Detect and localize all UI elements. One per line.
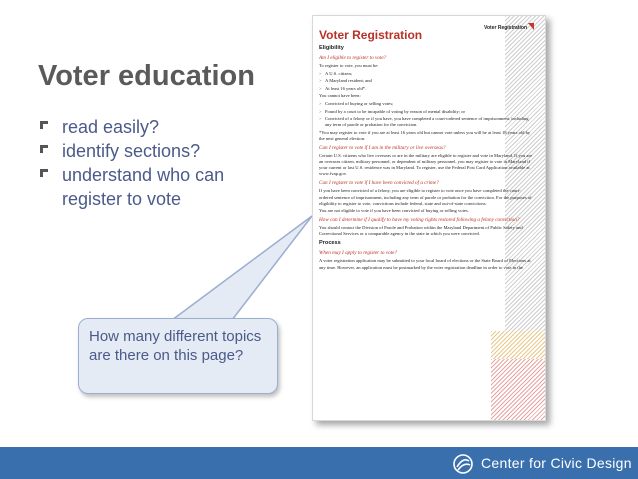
- document-heading: Process: [319, 240, 341, 247]
- document-list-item: > At least 16 years old*.: [319, 86, 534, 92]
- document-question: Am I eligible to register to vote?: [319, 55, 387, 61]
- document-list-item: > A Maryland resident; and: [319, 78, 534, 84]
- civic-design-logo-icon: [452, 453, 474, 475]
- footer-bar: [0, 447, 638, 479]
- document-paragraph: You are not eligible to vote if you have been convicted of buying or selling votes.: [319, 208, 469, 214]
- bullet-text: understand who can register to vote: [62, 165, 225, 209]
- document-heading: Eligibility: [319, 45, 344, 51]
- document-paragraph: To register to vote, you must be:: [319, 63, 379, 68]
- document-paragraph: Certain U.S. citizens who live overseas or are in the military are eligible to register and vote in Maryland. If you are an overseas citizen, military personnel, or dependent of military personnel, you may register to vote in Maryland if your current or last U.S. residence was in Maryland. To register, use the Federal Post Card Application available at www.fvap.gov.: [319, 153, 533, 177]
- document-paragraph: You should contact the Division of Parole and Probation within the Maryland Department of Public Safety and Correctional Services or a comparable agency in the state in which you were convicted.: [319, 225, 523, 237]
- document-paragraph: *You may register to vote if you are at least 16 years old but cannot vote unless you will be at least 18 years old by the next general election.: [319, 129, 531, 141]
- bullet-list: [40, 115, 280, 211]
- bullet-item: [40, 163, 280, 211]
- document-question: Can I register to vote if I am in the military or live overseas?: [319, 145, 446, 152]
- document-paragraph: If you have been convicted of a felony, you are eligible to register to vote once you have completed the court-ordered sentence of imprisonment, including any term of parole or probation for the conviction. For the purposes of eligibility to register to vote, convictions include federal, state and out-of-state convictions.: [319, 188, 532, 206]
- document-paragraph: You cannot have been:: [319, 93, 361, 99]
- document-question: Can I register to vote if I have been convicted of a crime?: [319, 180, 439, 187]
- footer-brand: Center for Civic Design: [481, 455, 632, 471]
- square-bullet-icon: [40, 145, 49, 154]
- bullet-text: identify sections?: [62, 141, 201, 161]
- square-bullet-icon: [40, 121, 49, 130]
- document-paragraph: A voter registration application may be submitted to your local board of elections or the State Board of Elections at any time. However, an application must be postmarked by the voter registration deadline in order to vote in the: [319, 258, 531, 270]
- document-thumbnail: [312, 15, 551, 424]
- document-page: [312, 15, 546, 421]
- document-title: Voter Registration: [319, 28, 423, 42]
- slide-title: Voter education: [38, 60, 255, 92]
- document-content: [319, 24, 534, 271]
- document-list-item: > Convicted of a felony or if you have, you have completed a court-ordered sentence of imprisonment, including any term of parole or probation for the conviction.: [319, 116, 534, 128]
- bullet-item: [40, 139, 280, 163]
- document-sections: [319, 45, 534, 271]
- bullet-item: [40, 115, 280, 139]
- document-highlight-yellow: [491, 331, 545, 359]
- callout-text: How many different topics are there on this page?: [89, 328, 262, 364]
- document-list-item: > A U.S. citizen;: [319, 71, 534, 77]
- document-list-item: > Found by a court to be incapable of voting by reason of mental disability; or: [319, 109, 534, 115]
- bullet-text: read easily?: [62, 117, 160, 137]
- document-question: When may I apply to register to vote?: [319, 250, 398, 257]
- document-list-item: > Convicted of buying or selling votes;: [319, 101, 534, 107]
- document-highlight-red: [491, 359, 545, 420]
- document-header-label: Voter Registration: [484, 25, 527, 31]
- square-bullet-icon: [40, 169, 49, 178]
- callout-bubble: [78, 318, 278, 394]
- document-question: How can I determine if I qualify to have my voting rights restored following a felony conviction?: [319, 217, 520, 224]
